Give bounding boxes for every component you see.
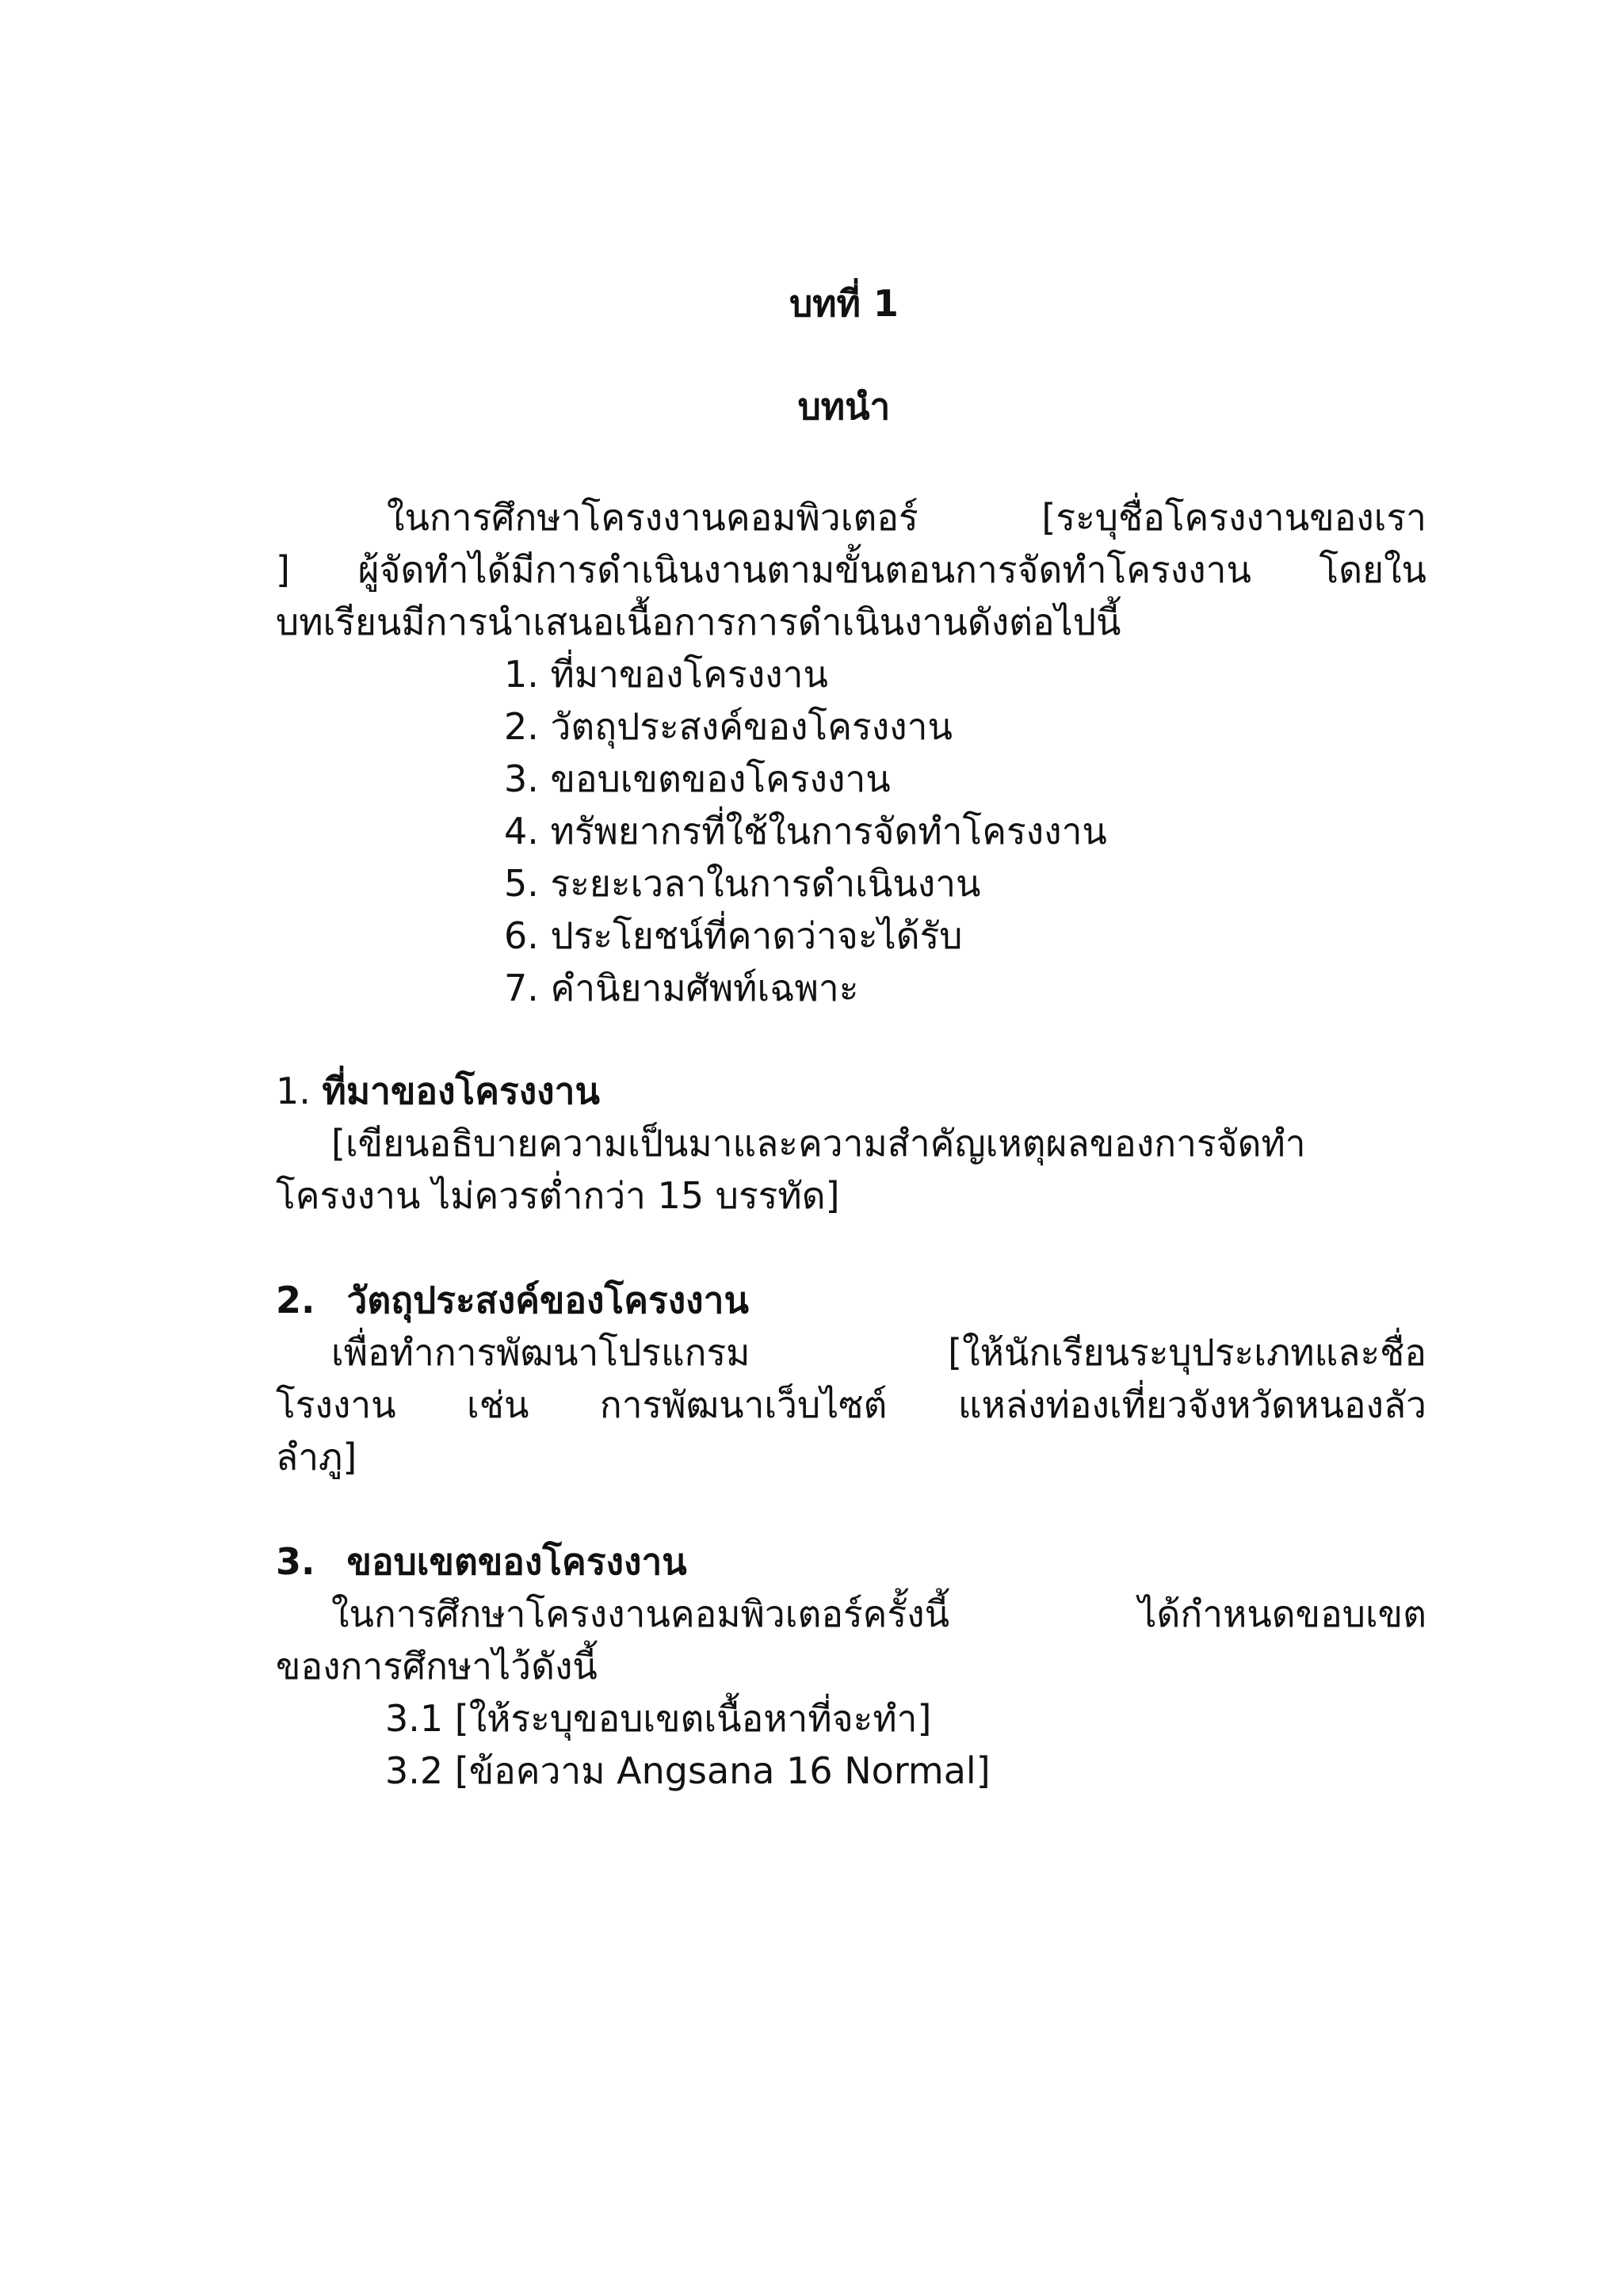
section2-line-2: โรงงาน เช่น การพัฒนาเว็บไซต์ แหล่งท่องเที่ยวจังหวัดหนองลัว [276, 1383, 1426, 1426]
chapter-number: บทที่ 1 [789, 282, 899, 325]
intro-line-1: ในการศึกษาโครงงานคอมพิวเตอร์ [ระบุชื่อโครงงานของเรา [387, 496, 1426, 539]
intro-list-item: 5. ระยะเวลาในการดำเนินงาน [504, 862, 981, 905]
section3-line-2: ของการศึกษาไว้ดังนี้ [276, 1645, 598, 1688]
intro-list-item: 4. ทรัพยากรที่ใช้ในการจัดทำโครงงาน [504, 810, 1107, 852]
section1-line-2: โครงงาน ไม่ควรต่ำกว่า 15 บรรทัด] [276, 1174, 840, 1217]
section2-heading [276, 1274, 749, 1326]
section1-heading [276, 1065, 600, 1117]
section1-line-1: [เขียนอธิบายความเป็นมาและความสำคัญเหตุผลของการจัดทำ [331, 1122, 1306, 1165]
intro-list-item: 6. ประโยชน์ที่คาดว่าจะได้รับ [504, 914, 963, 957]
section2-line-3: ลำภู] [276, 1436, 357, 1478]
section3-heading [276, 1535, 687, 1588]
section2-number: 2. [276, 1279, 315, 1322]
intro-list-item: 7. คำนิยามศัพท์เฉพาะ [504, 967, 859, 1009]
section3-item: 3.2 [ข้อความ Angsana 16 Normal] [385, 1749, 991, 1792]
section3-title: ขอบเขตของโครงงาน [346, 1540, 687, 1583]
intro-line-2: ] ผู้จัดทำได้มีการดำเนินงานตามขั้นตอนการจัดทำโครงงาน โดยใน [276, 548, 1426, 591]
section2-line-1: เพื่อทำการพัฒนาโปรแกรม [ให้นักเรียนระบุประเภทและชื่อ [331, 1331, 1426, 1374]
section3-item: 3.1 [ให้ระบุขอบเขตเนื้อหาที่จะทำ] [385, 1697, 932, 1740]
intro-list-item: 2. วัตถุประสงค์ของโครงงาน [504, 705, 953, 748]
intro-list-item: 3. ขอบเขตของโครงงาน [504, 757, 891, 800]
section2-title: วัตถุประสงค์ของโครงงาน [346, 1279, 749, 1322]
intro-line-3: บทเรียนมีการนำเสนอเนื้อการการดำเนินงานดังต่อไปนี้ [276, 601, 1121, 643]
section1-title: ที่มาของโครงงาน [322, 1070, 600, 1112]
section3-line-1: ในการศึกษาโครงงานคอมพิวเตอร์ครั้งนี้ ได้กำหนดขอบเขต [331, 1592, 1426, 1635]
section1-number: 1. [276, 1070, 311, 1112]
chapter-title: บทนำ [797, 385, 891, 428]
section3-number: 3. [276, 1540, 315, 1583]
intro-list-item: 1. ที่มาของโครงงาน [504, 653, 828, 696]
